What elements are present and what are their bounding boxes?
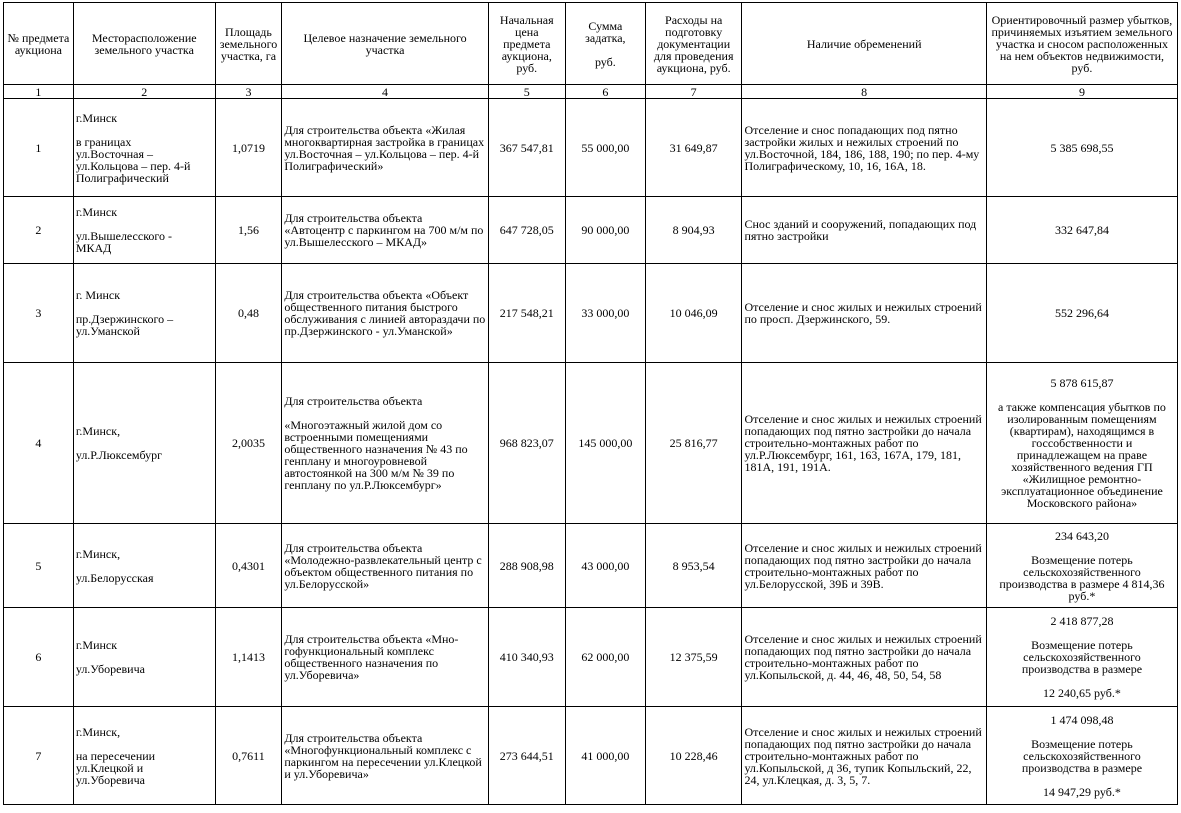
deposit-cell: 145 000,00 <box>565 363 645 524</box>
area-cell: 0,4301 <box>215 524 282 608</box>
area-cell: 1,56 <box>215 197 282 264</box>
table-row <box>4 99 1178 197</box>
location-cell: г.Минск в границах ул.Восточная – ул.Кольцова – пер. 4-й Полиграфический <box>73 99 215 197</box>
table-row <box>4 264 1178 363</box>
lot-number-cell: 7 <box>4 707 74 805</box>
start-price-cell: 273 644,51 <box>488 707 565 805</box>
header-expenses: Расходы на подготовку документации для проведения аукциона, руб. <box>645 3 742 85</box>
expenses-cell: 12 375,59 <box>645 608 742 707</box>
lot-number-cell: 5 <box>4 524 74 608</box>
purpose-cell: Для строительства объекта «Молодежно-развлекательный центр с объектом общественного питания по ул.Белорусской» <box>282 524 488 608</box>
losses-cell: 552 296,64 <box>986 264 1177 363</box>
lot-number-cell: 4 <box>4 363 74 524</box>
expenses-cell: 10 046,09 <box>645 264 742 363</box>
lot-number-cell: 2 <box>4 197 74 264</box>
deposit-cell: 33 000,00 <box>565 264 645 363</box>
header-deposit: Сумма задатка, руб. <box>565 3 645 85</box>
header-location: Месторасположение земельного участка <box>73 3 215 85</box>
header-lot-number: № предмета аукциона <box>4 3 74 85</box>
encumbrances-cell: Снос зданий и сооружений, попадающих под пятно застройки <box>742 197 986 264</box>
expenses-cell: 31 649,87 <box>645 99 742 197</box>
deposit-cell: 41 000,00 <box>565 707 645 805</box>
deposit-cell: 62 000,00 <box>565 608 645 707</box>
start-price-cell: 367 547,81 <box>488 99 565 197</box>
header-area: Площадь земельного участка, га <box>215 3 282 85</box>
deposit-cell: 43 000,00 <box>565 524 645 608</box>
deposit-cell: 90 000,00 <box>565 197 645 264</box>
location-cell: г.Минск, ул.Белорусская <box>73 524 215 608</box>
start-price-cell: 647 728,05 <box>488 197 565 264</box>
column-number: 1 <box>4 85 74 99</box>
lot-number-cell: 3 <box>4 264 74 363</box>
area-cell: 1,0719 <box>215 99 282 197</box>
table-row <box>4 363 1178 524</box>
encumbrances-cell: Отселение и снос попадающих под пятно застройки жилых и нежилых строений по ул.Восточной, 184, 186, 188, 190; по пер. 4-му Полиграфическому, 10, 16, 16А, 18. <box>742 99 986 197</box>
purpose-cell: Для строительства объекта «Объект общественного питания быстрого обслуживания с линией автораздачи по пр.Дзержинского - ул.Уманской» <box>282 264 488 363</box>
header-purpose: Целевое назначение земельного участка <box>282 3 488 85</box>
purpose-cell: Для строительства объекта «Автоцентр с паркингом на 700 м/м по ул.Вышелесского – МКАД» <box>282 197 488 264</box>
purpose-cell: Для строительства объекта «Мно- гофункциональный комплекс общественного назначения по ул.Уборевича» <box>282 608 488 707</box>
area-cell: 2,0035 <box>215 363 282 524</box>
column-number: 2 <box>73 85 215 99</box>
header-encumbrances: Наличие обременений <box>742 3 986 85</box>
table-row <box>4 524 1178 608</box>
start-price-cell: 410 340,93 <box>488 608 565 707</box>
start-price-cell: 288 908,98 <box>488 524 565 608</box>
start-price-cell: 968 823,07 <box>488 363 565 524</box>
location-cell: г.Минск, ул.Р.Люксембург <box>73 363 215 524</box>
losses-cell: 1 474 098,48 Возмещение потерь сельскохозяйственного производства в размере 14 947,29 руб.* <box>986 707 1177 805</box>
lot-number-cell: 1 <box>4 99 74 197</box>
location-cell: г.Минск ул.Уборевича <box>73 608 215 707</box>
encumbrances-cell: Отселение и снос жилых и нежилых строений попадающих под пятно застройки до начала строительно-монтажных работ по ул.Р.Люксембург, 161, 163, 167А, 179, 181, 181А, 191, 191А. <box>742 363 986 524</box>
table-row <box>4 608 1178 707</box>
area-cell: 1,1413 <box>215 608 282 707</box>
header-losses: Ориентировочный размер убытков, причиняемых изъятием земельного участка и сносом расположенных на нем объектов недвижимости, руб. <box>986 3 1177 85</box>
losses-cell: 5 385 698,55 <box>986 99 1177 197</box>
purpose-cell: Для строительства объекта «Многофункциональный комплекс с паркингом на пересечении ул.Клецкой и ул.Уборевича» <box>282 707 488 805</box>
table-row <box>4 197 1178 264</box>
table-row <box>4 707 1178 805</box>
losses-cell: 2 418 877,28 Возмещение потерь сельскохозяйственного производства в размере 12 240,65 руб.* <box>986 608 1177 707</box>
losses-cell: 234 643,20 Возмещение потерь сельскохозяйственного производства в размере 4 814,36 руб.* <box>986 524 1177 608</box>
column-number: 8 <box>742 85 986 99</box>
area-cell: 0,7611 <box>215 707 282 805</box>
purpose-cell: Для строительства объекта «Многоэтажный жилой дом со встроенными помещениями общественного назначения № 43 по генплану и многоуровневой автостоянкой на 300 м/м № 39 по генплану по ул.Р.Люксембург» <box>282 363 488 524</box>
auction-table <box>3 2 1178 805</box>
encumbrances-cell: Отселение и снос жилых и нежилых строений по просп. Дзержинского, 59. <box>742 264 986 363</box>
location-cell: г. Минск пр.Дзержинского – ул.Уманской <box>73 264 215 363</box>
start-price-cell: 217 548,21 <box>488 264 565 363</box>
lot-number-cell: 6 <box>4 608 74 707</box>
deposit-cell: 55 000,00 <box>565 99 645 197</box>
expenses-cell: 8 904,93 <box>645 197 742 264</box>
location-cell: г.Минск, на пересечении ул.Клецкой и ул.Уборевича <box>73 707 215 805</box>
expenses-cell: 25 816,77 <box>645 363 742 524</box>
losses-cell: 332 647,84 <box>986 197 1177 264</box>
table-header-row <box>4 3 1178 85</box>
column-number: 3 <box>215 85 282 99</box>
location-cell: г.Минск ул.Вышелесского - МКАД <box>73 197 215 264</box>
area-cell: 0,48 <box>215 264 282 363</box>
column-number: 5 <box>488 85 565 99</box>
encumbrances-cell: Отселение и снос жилых и нежилых строений попадающих под пятно застройки до начала строительно-монтажных работ по ул.Копыльской, д. 44, 46, 48, 50, 54, 58 <box>742 608 986 707</box>
column-number: 9 <box>986 85 1177 99</box>
purpose-cell: Для строительства объекта «Жилая многоквартирная застройка в границах ул.Восточная – ул.Кольцова – пер. 4-й Полиграфический» <box>282 99 488 197</box>
expenses-cell: 8 953,54 <box>645 524 742 608</box>
column-number: 7 <box>645 85 742 99</box>
expenses-cell: 10 228,46 <box>645 707 742 805</box>
column-number: 4 <box>282 85 488 99</box>
losses-cell: 5 878 615,87 а также компенсация убытков по изолированным помещениям (квартирам), находящимся в госсобственности и принадлежащем на праве хозяйственного ведения ГП «Жилищное ремонтно-эксплуатационное объединение Московского района» <box>986 363 1177 524</box>
column-number-row <box>4 85 1178 99</box>
header-start-price: Начальная цена предмета аукциона, руб. <box>488 3 565 85</box>
column-number: 6 <box>565 85 645 99</box>
encumbrances-cell: Отселение и снос жилых и нежилых строений попадающих под пятно застройки до начала строительно-монтажных работ по ул.Белорусской, 39Б и 39В. <box>742 524 986 608</box>
encumbrances-cell: Отселение и снос жилых и нежилых строений попадающих под пятно застройки до начала строительно-монтажных работ по ул.Копыльской, д 36, тупик Копыльский, 22, 24, ул.Клецкая, д. 3, 5, 7. <box>742 707 986 805</box>
